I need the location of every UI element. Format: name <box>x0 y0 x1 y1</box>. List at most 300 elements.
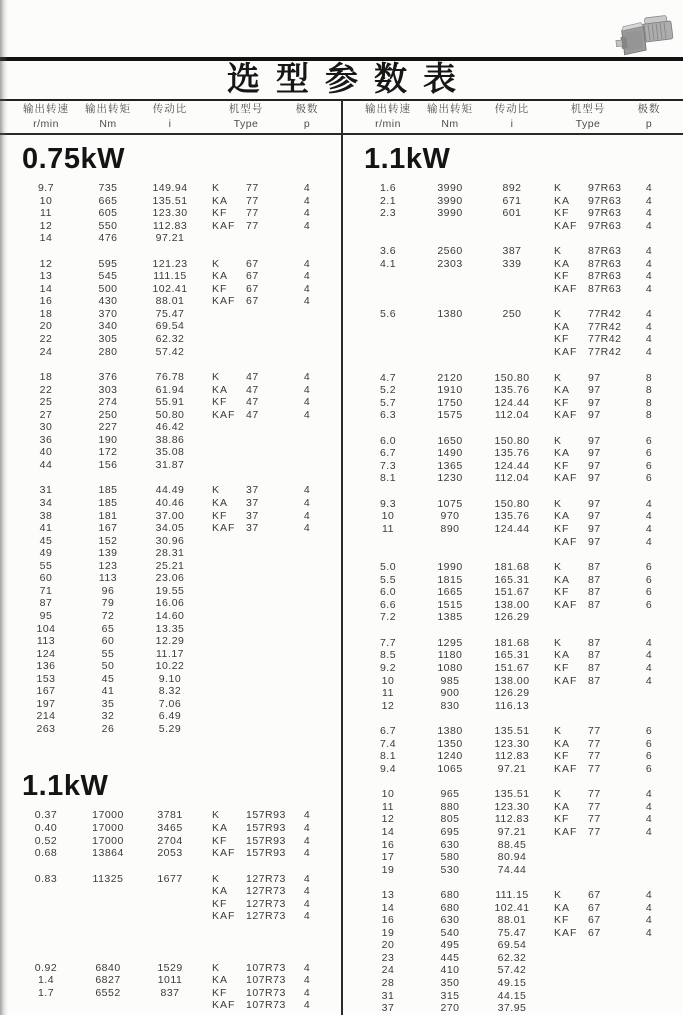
ratio-cell: 23.06 <box>155 572 185 585</box>
table-row <box>12 283 341 296</box>
type-size: 77 <box>588 725 601 738</box>
speed-cell <box>12 999 80 1012</box>
type-size: 97 <box>588 447 601 460</box>
torque-cell: 280 <box>98 345 118 358</box>
torque-cell: 315 <box>440 989 460 1002</box>
ratio-cell: 13.35 <box>155 622 185 635</box>
ratio-cell: 88.01 <box>497 914 527 927</box>
torque-cell: 370 <box>98 307 118 320</box>
ratio-cell: 250 <box>502 308 522 321</box>
column-header-label: 传动比 <box>494 103 530 115</box>
ratio-cell: 46.42 <box>155 421 185 434</box>
poles-cell <box>288 723 326 736</box>
speed-cell: 1.4 <box>37 974 55 987</box>
poles-cell: 4 <box>645 308 653 321</box>
type-size: 77 <box>246 182 259 194</box>
type-prefix: KA <box>212 497 229 510</box>
type-prefix <box>212 308 246 321</box>
table-row <box>354 889 683 902</box>
ratio-group <box>12 809 341 859</box>
type-prefix: KAF <box>212 910 236 923</box>
poles-cell: 4 <box>303 497 311 510</box>
speed-cell: 124 <box>36 647 56 660</box>
table-row <box>354 498 683 511</box>
table-row <box>354 220 683 233</box>
page-title: 选型参数表 <box>227 60 472 97</box>
torque-cell: 185 <box>98 484 118 497</box>
column-header-label: 机型号 <box>570 103 606 115</box>
type-cell <box>204 685 288 698</box>
type-cell <box>204 232 288 245</box>
ratio-cell: 135.76 <box>494 384 530 397</box>
ratio-cell: 9.10 <box>158 672 182 685</box>
poles-cell: 6 <box>645 750 653 763</box>
speed-cell: 5.0 <box>379 561 397 574</box>
table-row <box>12 484 341 497</box>
type-cell <box>546 510 630 523</box>
speed-cell: 4.7 <box>379 371 397 384</box>
type-size: 87 <box>588 561 601 574</box>
type-size: 77R42 <box>588 333 622 346</box>
ratio-group <box>354 182 683 232</box>
poles-cell: 4 <box>303 910 311 923</box>
speed-cell: 4.1 <box>379 257 397 270</box>
type-cell <box>204 421 288 434</box>
table-row <box>354 990 683 1003</box>
type-prefix: KA <box>212 194 229 207</box>
ratio-cell: 12.29 <box>155 635 185 648</box>
type-prefix: KF <box>554 813 570 826</box>
table-row <box>12 270 341 283</box>
column-header-unit: p <box>303 118 311 130</box>
torque-cell: 60 <box>101 635 115 648</box>
torque-cell: 1350 <box>437 737 463 750</box>
type-prefix: K <box>554 561 563 574</box>
type-cell <box>546 1002 630 1015</box>
type-size: 67 <box>588 914 601 927</box>
torque-cell: 6827 <box>95 974 121 987</box>
ratio-cell <box>478 321 546 334</box>
ratio-cell: 14.60 <box>155 609 185 622</box>
poles-cell: 4 <box>303 809 311 822</box>
speed-cell: 17 <box>381 851 395 864</box>
table-row <box>12 835 341 848</box>
poles-cell: 4 <box>303 396 311 409</box>
type-prefix: K <box>554 636 563 649</box>
torque-cell: 805 <box>440 813 460 826</box>
type-prefix: KF <box>212 834 228 847</box>
torque-cell: 550 <box>98 219 118 232</box>
poles-cell: 4 <box>645 182 653 194</box>
poles-cell: 4 <box>303 295 311 308</box>
table-row <box>354 447 683 460</box>
torque-cell: 274 <box>98 396 118 409</box>
column-header-ratio <box>136 101 204 132</box>
poles-cell: 6 <box>645 725 653 738</box>
table-row <box>354 207 683 220</box>
type-size: 97 <box>588 472 601 485</box>
speed-cell <box>354 283 422 296</box>
type-prefix: KF <box>554 333 570 346</box>
ratio-cell: 50.80 <box>155 408 185 421</box>
table-row <box>354 637 683 650</box>
type-prefix: KAF <box>554 926 578 939</box>
type-cell <box>546 990 630 1003</box>
speed-cell: 41 <box>39 522 53 535</box>
ratio-cell: 112.83 <box>494 813 530 826</box>
torque-cell <box>422 333 478 346</box>
type-prefix: K <box>212 257 221 270</box>
speed-cell: 14 <box>381 825 395 838</box>
ratio-cell: 149.94 <box>152 182 188 194</box>
table-row <box>12 459 341 472</box>
type-cell <box>204 623 288 636</box>
ratio-cell: 150.80 <box>494 497 530 510</box>
poles-cell: 4 <box>303 219 311 232</box>
type-cell <box>546 914 630 927</box>
torque-cell: 1180 <box>437 649 463 662</box>
table-row <box>354 384 683 397</box>
type-prefix: KA <box>212 821 229 834</box>
poles-cell <box>630 864 668 877</box>
type-size: 67 <box>246 282 259 295</box>
poles-cell: 4 <box>303 847 311 860</box>
ratio-group <box>12 371 341 471</box>
type-cell <box>546 801 630 814</box>
type-size: 77 <box>246 194 259 207</box>
poles-cell <box>288 547 326 560</box>
column-header-unit: r/min <box>33 118 59 130</box>
type-size: 37 <box>246 497 259 510</box>
torque-cell: 55 <box>101 647 115 660</box>
poles-cell <box>288 585 326 598</box>
torque-cell: 6552 <box>95 986 121 999</box>
ratio-cell: 135.51 <box>152 194 188 207</box>
speed-cell: 28 <box>381 976 395 989</box>
table-row <box>354 952 683 965</box>
type-cell <box>546 258 630 271</box>
ratio-cell: 126.29 <box>494 687 530 700</box>
poles-cell: 4 <box>303 961 311 974</box>
ratio-cell: 102.41 <box>152 282 188 295</box>
torque-cell: 305 <box>98 333 118 346</box>
ratio-cell: 88.45 <box>497 838 527 851</box>
type-size: 97 <box>588 459 601 472</box>
type-prefix: KAF <box>554 762 578 775</box>
table-row <box>12 809 341 822</box>
column-header-unit: Nm <box>99 118 117 130</box>
column-header-unit: i <box>510 118 514 130</box>
ratio-cell: 6.49 <box>158 710 182 723</box>
type-prefix: KF <box>554 661 570 674</box>
poles-cell: 4 <box>303 974 311 987</box>
table-column-left <box>0 140 341 1015</box>
type-prefix <box>212 685 246 698</box>
torque-cell: 11325 <box>92 872 124 885</box>
table-row <box>354 270 683 283</box>
poles-cell: 6 <box>645 561 653 574</box>
type-prefix <box>212 434 246 447</box>
type-prefix: KA <box>212 885 229 898</box>
speed-cell: 55 <box>39 559 53 572</box>
speed-cell: 10 <box>39 194 53 207</box>
ratio-cell: 97.21 <box>497 762 527 775</box>
poles-cell: 4 <box>645 257 653 270</box>
type-size: 77 <box>246 207 259 220</box>
poles-cell <box>630 839 668 852</box>
type-prefix: K <box>212 809 221 822</box>
table-row <box>12 585 341 598</box>
ratio-cell: 135.51 <box>494 788 530 801</box>
ratio-group <box>354 245 683 295</box>
torque-cell: 250 <box>98 408 118 421</box>
poles-cell: 4 <box>645 661 653 674</box>
ratio-cell: 44.15 <box>497 989 527 1002</box>
ratio-cell <box>136 885 204 898</box>
ratio-group <box>354 561 683 624</box>
speed-cell: 214 <box>36 710 56 723</box>
type-size: 87 <box>588 674 601 687</box>
torque-cell: 96 <box>101 584 115 597</box>
ratio-cell: 57.42 <box>155 345 185 358</box>
type-cell <box>204 974 288 987</box>
poles-cell <box>630 977 668 990</box>
poles-cell <box>288 698 326 711</box>
type-prefix <box>212 660 246 673</box>
type-prefix: KA <box>554 737 571 750</box>
speed-cell: 7.3 <box>379 459 397 472</box>
poles-cell <box>630 851 668 864</box>
speed-cell: 14 <box>381 901 395 914</box>
type-size: 67 <box>588 926 601 939</box>
type-prefix: KAF <box>554 472 578 485</box>
speed-cell: 16 <box>39 295 53 308</box>
type-prefix: K <box>554 434 563 447</box>
torque-cell: 1650 <box>437 434 463 447</box>
type-prefix <box>554 939 588 952</box>
poles-cell: 4 <box>645 636 653 649</box>
type-cell <box>204 898 288 911</box>
poles-cell <box>288 333 326 346</box>
type-size: 107R73 <box>246 999 286 1012</box>
poles-cell: 4 <box>303 834 311 847</box>
poles-cell <box>288 446 326 459</box>
torque-cell: 1750 <box>437 396 463 409</box>
type-cell <box>546 245 630 258</box>
speed-cell: 12 <box>39 219 53 232</box>
speed-cell: 30 <box>39 421 53 434</box>
ratio-cell: 5.29 <box>158 722 182 735</box>
type-prefix <box>554 1002 588 1015</box>
type-prefix: KF <box>554 396 570 409</box>
ratio-cell: 181.68 <box>494 561 530 574</box>
type-cell <box>546 586 630 599</box>
type-cell <box>546 977 630 990</box>
torque-cell <box>422 321 478 334</box>
type-prefix: KAF <box>212 295 236 308</box>
torque-cell: 735 <box>98 182 118 194</box>
type-prefix: KA <box>554 447 571 460</box>
speed-cell: 34 <box>39 497 53 510</box>
type-size: 77 <box>588 800 601 813</box>
poles-cell <box>288 320 326 333</box>
type-prefix <box>212 333 246 346</box>
ratio-cell: 150.80 <box>494 434 530 447</box>
section-power-heading: 1.1kW <box>22 770 109 803</box>
table-row <box>354 788 683 801</box>
type-size: 97R63 <box>588 207 622 220</box>
table-row <box>354 523 683 536</box>
type-cell <box>204 295 288 308</box>
speed-cell: 95 <box>39 609 53 622</box>
poles-cell: 4 <box>645 346 653 359</box>
ratio-cell: 40.46 <box>155 497 185 510</box>
speed-cell: 20 <box>39 320 53 333</box>
table-row <box>12 648 341 661</box>
table-row <box>12 207 341 220</box>
speed-cell: 27 <box>39 408 53 421</box>
type-size: 97 <box>588 535 601 548</box>
ratio-cell <box>136 999 204 1012</box>
type-cell <box>204 497 288 510</box>
torque-cell: 181 <box>98 509 118 522</box>
torque-cell <box>422 346 478 359</box>
speed-cell: 0.92 <box>34 961 58 974</box>
table-row <box>12 999 341 1012</box>
table-row <box>354 738 683 751</box>
speed-cell: 12 <box>381 813 395 826</box>
poles-cell: 4 <box>303 182 311 194</box>
table-row <box>354 182 683 195</box>
torque-cell: 1065 <box>437 762 463 775</box>
type-size: 97 <box>588 409 601 422</box>
torque-cell: 123 <box>98 559 118 572</box>
type-cell <box>546 460 630 473</box>
torque-cell: 1910 <box>437 384 463 397</box>
ratio-cell: 112.83 <box>152 219 188 232</box>
type-prefix: KAF <box>554 219 578 232</box>
torque-cell: 2303 <box>437 257 463 270</box>
type-prefix: KF <box>554 750 570 763</box>
ratio-cell: 2704 <box>157 834 183 847</box>
ratio-cell: 123.30 <box>494 737 530 750</box>
type-cell <box>204 371 288 384</box>
column-header-ratio <box>478 101 546 132</box>
torque-cell: 680 <box>440 901 460 914</box>
table-row <box>12 597 341 610</box>
speed-cell: 23 <box>381 951 395 964</box>
torque-cell: 17000 <box>92 809 124 822</box>
table-row <box>354 687 683 700</box>
poles-cell: 6 <box>645 598 653 611</box>
type-prefix <box>212 572 246 585</box>
table-row <box>354 700 683 713</box>
torque-cell: 3990 <box>437 194 463 207</box>
section-power-heading: 0.75kW <box>22 143 125 175</box>
table-row <box>12 497 341 510</box>
type-cell <box>204 195 288 208</box>
ratio-cell: 1529 <box>157 961 183 974</box>
ratio-cell: 135.76 <box>494 447 530 460</box>
table-row <box>354 258 683 271</box>
type-cell <box>204 560 288 573</box>
ratio-cell: 35.08 <box>155 446 185 459</box>
poles-cell: 4 <box>303 885 311 898</box>
table-row <box>354 864 683 877</box>
ratio-cell: 1677 <box>157 872 183 885</box>
speed-cell: 6.0 <box>379 586 397 599</box>
type-prefix <box>212 597 246 610</box>
type-cell <box>546 308 630 321</box>
type-prefix <box>212 723 246 736</box>
type-prefix <box>212 623 246 636</box>
torque-cell: 1240 <box>437 750 463 763</box>
type-size: 77 <box>588 750 601 763</box>
type-size: 127R73 <box>246 872 286 885</box>
table-row <box>354 372 683 385</box>
ratio-group <box>12 873 341 923</box>
type-prefix <box>212 710 246 723</box>
type-prefix: KA <box>554 194 571 207</box>
poles-cell: 4 <box>303 383 311 396</box>
type-cell <box>546 372 630 385</box>
ratio-group <box>354 435 683 485</box>
type-prefix: KF <box>554 459 570 472</box>
torque-cell: 1515 <box>437 598 463 611</box>
type-prefix: KAF <box>554 598 578 611</box>
type-size: 47 <box>246 371 259 384</box>
column-header-label: 传动比 <box>152 103 188 115</box>
torque-cell: 1080 <box>437 661 463 674</box>
speed-cell: 9.4 <box>379 762 397 775</box>
type-prefix <box>212 446 246 459</box>
table-row <box>12 660 341 673</box>
poles-cell: 4 <box>303 897 311 910</box>
type-cell <box>546 611 630 624</box>
type-cell <box>204 999 288 1012</box>
table-row <box>12 710 341 723</box>
torque-cell: 227 <box>98 421 118 434</box>
table-row <box>354 346 683 359</box>
type-size: 97 <box>588 497 601 510</box>
torque-cell: 500 <box>98 282 118 295</box>
ratio-cell: 69.54 <box>497 939 527 952</box>
type-size: 157R93 <box>246 821 286 834</box>
ratio-cell: 16.06 <box>155 597 185 610</box>
type-prefix: KAF <box>212 408 236 421</box>
ratio-cell: 126.29 <box>494 611 530 624</box>
poles-cell: 4 <box>645 523 653 536</box>
type-cell <box>204 510 288 523</box>
table-row <box>12 847 341 860</box>
ratio-cell: 97.21 <box>155 232 185 245</box>
type-size: 77 <box>588 762 601 775</box>
type-size: 97 <box>588 384 601 397</box>
type-size: 87 <box>588 649 601 662</box>
speed-cell: 113 <box>36 635 56 648</box>
torque-cell: 1075 <box>437 497 463 510</box>
type-prefix: K <box>554 725 563 738</box>
torque-cell: 3990 <box>437 182 463 194</box>
torque-cell: 665 <box>98 194 118 207</box>
column-header-unit: i <box>168 118 172 130</box>
poles-cell: 4 <box>645 825 653 838</box>
table-row <box>12 885 341 898</box>
ratio-cell: 10.22 <box>155 660 185 673</box>
type-prefix <box>212 320 246 333</box>
type-prefix: KA <box>554 510 571 523</box>
poles-cell: 6 <box>645 434 653 447</box>
